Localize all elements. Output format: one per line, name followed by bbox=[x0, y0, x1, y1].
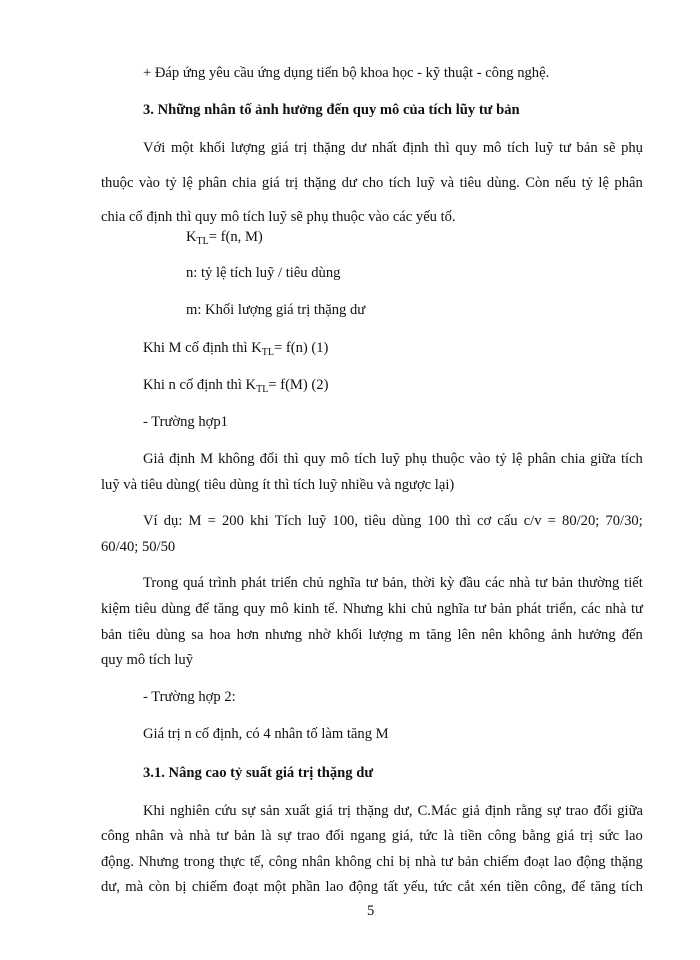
word: tế. bbox=[323, 601, 339, 617]
word: luỹ bbox=[307, 513, 327, 529]
word: nên bbox=[481, 627, 503, 643]
word: 100 bbox=[427, 513, 450, 529]
word: triển bbox=[271, 575, 298, 591]
word: Trong bbox=[143, 575, 179, 591]
word: chia bbox=[560, 451, 586, 467]
word: tỷ bbox=[495, 451, 507, 467]
word: ngang bbox=[350, 828, 386, 844]
word: thặng bbox=[610, 854, 643, 870]
word: 70/30; bbox=[605, 513, 643, 529]
word: khi bbox=[249, 513, 269, 529]
word: chiếm bbox=[483, 854, 520, 870]
word: chiếm bbox=[191, 879, 228, 895]
word: 200 bbox=[221, 513, 244, 529]
para3-line-4: quy mô tích luỹ bbox=[101, 652, 194, 668]
word: Nhưng bbox=[342, 601, 384, 617]
word: nếu bbox=[555, 175, 577, 191]
word: cứu bbox=[214, 803, 237, 819]
word: chia bbox=[232, 175, 257, 191]
word: yếu, bbox=[403, 879, 429, 895]
word: quy bbox=[303, 451, 326, 467]
word: bản, bbox=[382, 575, 408, 591]
word: m bbox=[408, 627, 421, 643]
word: phụ bbox=[404, 451, 427, 467]
word: lao bbox=[325, 879, 344, 895]
word: nhân bbox=[135, 828, 164, 844]
word: tích bbox=[620, 451, 643, 467]
word: không bbox=[335, 854, 372, 870]
word: lao bbox=[624, 828, 643, 844]
word: định bbox=[169, 451, 196, 467]
case-m-fixed-suffix: = f(n) (1) bbox=[274, 340, 329, 356]
word: bản bbox=[234, 828, 256, 844]
word: cắt bbox=[457, 879, 475, 895]
word: không bbox=[218, 451, 255, 467]
word: khối bbox=[336, 627, 363, 643]
word: phân bbox=[198, 175, 227, 191]
word: xén bbox=[479, 879, 502, 895]
word: giá bbox=[315, 803, 333, 819]
word: nhờ bbox=[308, 627, 331, 643]
word: sự bbox=[277, 828, 292, 844]
word: sự bbox=[241, 803, 256, 819]
word: quá bbox=[182, 575, 205, 591]
word: hưởng bbox=[578, 627, 616, 643]
para2-line-1 bbox=[143, 450, 643, 468]
word: giữa bbox=[617, 803, 643, 819]
word: vào bbox=[138, 175, 160, 191]
word: tăng bbox=[426, 627, 452, 643]
word: luỹ bbox=[416, 175, 435, 191]
case-2-label: - Trường hợp 2: bbox=[143, 689, 236, 705]
word: cho bbox=[362, 175, 384, 191]
word: các bbox=[485, 575, 505, 591]
word: = bbox=[207, 513, 216, 529]
para1-line-2 bbox=[101, 174, 643, 192]
word: thường bbox=[577, 575, 620, 591]
word: đổi bbox=[325, 828, 345, 844]
word: mà bbox=[125, 879, 144, 895]
word: nghĩa bbox=[436, 601, 470, 617]
word: dùng. bbox=[486, 175, 520, 191]
formula-k: K bbox=[186, 229, 197, 245]
word: hơn bbox=[236, 627, 259, 643]
formula-rhs: = f(n, M) bbox=[208, 229, 263, 245]
formula bbox=[186, 228, 263, 251]
word: khi bbox=[387, 601, 407, 617]
word: công bbox=[487, 828, 517, 844]
word: bản bbox=[457, 854, 479, 870]
word: bản bbox=[551, 575, 573, 591]
case-n-fixed bbox=[143, 376, 328, 399]
word: bản bbox=[101, 627, 123, 643]
para4-line-2 bbox=[101, 827, 643, 845]
word: đổi bbox=[593, 803, 613, 819]
word: Nhưng bbox=[138, 854, 179, 870]
word: tư bbox=[630, 601, 643, 617]
word: và bbox=[169, 828, 184, 844]
word: thì bbox=[455, 513, 471, 529]
case-2-text: Giá trị n cố định, có 4 nhân tố làm tăng M bbox=[143, 726, 389, 742]
word: tiền bbox=[506, 879, 529, 895]
word: thuộc bbox=[101, 175, 134, 191]
word: nhà bbox=[415, 854, 437, 870]
word: bản bbox=[490, 601, 512, 617]
word: lao bbox=[553, 854, 572, 870]
word: Giả bbox=[143, 451, 165, 467]
word: 100, bbox=[332, 513, 358, 529]
word: cấu bbox=[497, 513, 518, 529]
word: giữa bbox=[590, 451, 616, 467]
bullet-line: + Đáp ứng yêu cầu ứng dụng tiến bộ khoa học - kỹ thuật - công nghệ. bbox=[143, 65, 550, 81]
word: quy bbox=[455, 140, 478, 156]
para1-line-1 bbox=[143, 139, 643, 157]
word: tức bbox=[433, 879, 453, 895]
definition-n: n: tỷ lệ tích luỹ / tiêu dùng bbox=[186, 265, 341, 281]
word: đến bbox=[621, 627, 643, 643]
case-m-fixed-prefix: Khi M cố định thì K bbox=[143, 340, 262, 356]
word: sản bbox=[260, 803, 280, 819]
word: mô bbox=[330, 451, 350, 467]
word: dư, bbox=[101, 879, 120, 895]
word: công bbox=[268, 854, 298, 870]
word: lệ bbox=[598, 175, 609, 191]
word: = bbox=[547, 513, 556, 529]
word: tiêu bbox=[134, 601, 157, 617]
word: khối bbox=[199, 140, 226, 156]
word: tích bbox=[507, 140, 529, 156]
word: tư bbox=[440, 854, 453, 870]
word: đầu bbox=[459, 575, 481, 591]
word: tăng bbox=[590, 879, 616, 895]
word: trao bbox=[297, 828, 320, 844]
word: nhân bbox=[301, 854, 331, 870]
word: thặng bbox=[312, 140, 346, 156]
word: thì bbox=[434, 140, 450, 156]
word: thực bbox=[219, 854, 246, 870]
word: tư bbox=[473, 601, 486, 617]
word: mô bbox=[482, 140, 502, 156]
word: động bbox=[576, 854, 606, 870]
word: tư bbox=[216, 828, 229, 844]
word: trao bbox=[565, 803, 589, 819]
word: kiệm bbox=[101, 601, 131, 617]
word: dư bbox=[351, 140, 367, 156]
word: động bbox=[348, 879, 378, 895]
word: tỷ bbox=[165, 175, 177, 191]
word: sẽ bbox=[603, 140, 616, 156]
case-n-fixed-suffix: = f(M) (2) bbox=[268, 377, 329, 393]
word: nhưng bbox=[265, 627, 303, 643]
word: c/v bbox=[523, 513, 542, 529]
word: bằng bbox=[522, 828, 551, 844]
word: phụ bbox=[621, 140, 643, 156]
word: định bbox=[402, 140, 429, 156]
word: động. bbox=[101, 854, 134, 870]
para1-line-3: chia cố định thì quy mô tích luỹ sẽ phụ thuộc vào các yếu tố. bbox=[101, 209, 456, 225]
word: Với bbox=[143, 140, 166, 156]
word: thì bbox=[283, 451, 299, 467]
word: giá bbox=[261, 175, 280, 191]
word: triển, bbox=[546, 601, 577, 617]
word: tiền bbox=[460, 828, 482, 844]
case-m-fixed bbox=[143, 339, 328, 362]
word: phát bbox=[241, 575, 267, 591]
word: trình bbox=[208, 575, 237, 591]
word: Còn bbox=[525, 175, 550, 191]
word: đoạt bbox=[233, 879, 259, 895]
word: thời bbox=[411, 575, 436, 591]
word: tiêu bbox=[128, 627, 151, 643]
word: lệ bbox=[511, 451, 523, 467]
word: tiêu bbox=[459, 175, 482, 191]
word: tỷ bbox=[581, 175, 593, 191]
word: chủ bbox=[411, 601, 433, 617]
word: ảnh bbox=[550, 627, 573, 643]
para4-line-3 bbox=[101, 853, 643, 871]
word: nghiên bbox=[169, 803, 210, 819]
word: C.Mác bbox=[417, 803, 457, 819]
word: trị bbox=[294, 140, 308, 156]
word: dùng bbox=[156, 627, 186, 643]
para4-line-4 bbox=[101, 878, 643, 896]
word: tế, bbox=[249, 854, 264, 870]
word: nhà bbox=[189, 828, 211, 844]
word: là bbox=[261, 828, 272, 844]
example-line-2: 60/40; 50/50 bbox=[101, 539, 176, 555]
word: dùng bbox=[161, 601, 191, 617]
word: còn bbox=[148, 879, 170, 895]
word: dụ: bbox=[163, 513, 183, 529]
para3-line-3 bbox=[101, 626, 643, 644]
word: tiết bbox=[624, 575, 643, 591]
word: lên bbox=[457, 627, 476, 643]
case-n-fixed-prefix: Khi n cố định thì K bbox=[143, 377, 257, 393]
word: giá, bbox=[391, 828, 414, 844]
word: rằng bbox=[515, 803, 542, 819]
page-number: 5 bbox=[367, 903, 375, 919]
word: dùng bbox=[392, 513, 422, 529]
word: giá bbox=[556, 828, 575, 844]
word: quy bbox=[243, 601, 266, 617]
word: nhà bbox=[509, 575, 531, 591]
word: cơ bbox=[476, 513, 492, 529]
para4-line-1 bbox=[143, 802, 643, 820]
word: để bbox=[195, 601, 210, 617]
word: tất bbox=[383, 879, 399, 895]
word: lượng bbox=[230, 140, 266, 156]
word: lệ bbox=[182, 175, 193, 191]
word: trị bbox=[580, 828, 594, 844]
word: luỹ bbox=[381, 451, 400, 467]
word: một bbox=[170, 140, 194, 156]
word: bản bbox=[576, 140, 598, 156]
word: trị bbox=[285, 175, 299, 191]
word: các bbox=[581, 601, 601, 617]
word: dư bbox=[341, 175, 357, 191]
para3-line-1 bbox=[143, 574, 643, 592]
word: phát bbox=[516, 601, 542, 617]
word: trị bbox=[338, 803, 351, 819]
word: sa bbox=[191, 627, 204, 643]
word: tăng bbox=[213, 601, 239, 617]
definition-m: m: Khối lượng giá trị thặng dư bbox=[186, 302, 366, 318]
word: mô bbox=[270, 601, 289, 617]
word: hoa bbox=[209, 627, 231, 643]
word: Tích bbox=[274, 513, 302, 529]
word: thặng bbox=[356, 803, 389, 819]
word: thặng bbox=[303, 175, 337, 191]
word: tiêu bbox=[364, 513, 386, 529]
word: tức bbox=[419, 828, 438, 844]
word: phân bbox=[527, 451, 556, 467]
word: giá bbox=[270, 140, 289, 156]
word: tư bbox=[558, 140, 571, 156]
word: công, bbox=[533, 879, 566, 895]
word: là bbox=[443, 828, 455, 844]
word: M bbox=[200, 451, 214, 467]
word: và bbox=[440, 175, 455, 191]
word: một bbox=[263, 879, 287, 895]
word: nhất bbox=[371, 140, 397, 156]
word: M bbox=[188, 513, 202, 529]
word: tích bbox=[388, 175, 411, 191]
word: chỉ bbox=[376, 854, 395, 870]
case-m-fixed-subscript: TL bbox=[261, 347, 274, 358]
word: đổi bbox=[259, 451, 279, 467]
word: xuất bbox=[284, 803, 310, 819]
word: sự bbox=[547, 803, 561, 819]
word: công bbox=[101, 828, 130, 844]
formula-k-subscript: TL bbox=[196, 236, 209, 247]
word: dư, bbox=[393, 803, 413, 819]
word: tích bbox=[621, 879, 643, 895]
word: lượng bbox=[368, 627, 403, 643]
word: trong bbox=[183, 854, 215, 870]
word: sức bbox=[599, 828, 620, 844]
word: kỳ bbox=[439, 575, 455, 591]
word: đoạt bbox=[523, 854, 550, 870]
case-1-label: - Trường hợp1 bbox=[143, 414, 228, 430]
word: giả bbox=[462, 803, 480, 819]
word: Ví bbox=[143, 513, 158, 529]
para3-line-2 bbox=[101, 600, 643, 618]
word: chủ bbox=[302, 575, 324, 591]
word: kinh bbox=[293, 601, 320, 617]
word: phân bbox=[614, 175, 643, 191]
example-line-1 bbox=[143, 512, 643, 530]
subsection-heading: 3.1. Nâng cao tỷ suất giá trị thặng dư bbox=[143, 765, 374, 781]
word: phần bbox=[291, 879, 321, 895]
word: luỹ bbox=[534, 140, 554, 156]
word: thuộc bbox=[431, 451, 465, 467]
word: Khi bbox=[143, 803, 165, 819]
word: để bbox=[571, 879, 586, 895]
section-heading: 3. Những nhân tố ảnh hưởng đến quy mô của tích lũy tư bản bbox=[143, 102, 520, 118]
word: vào bbox=[469, 451, 491, 467]
word: 80/20; bbox=[562, 513, 600, 529]
word: bị bbox=[175, 879, 187, 895]
word: nhà bbox=[605, 601, 627, 617]
word: nghĩa bbox=[328, 575, 361, 591]
case-n-fixed-subscript: TL bbox=[256, 384, 269, 395]
word: bị bbox=[398, 854, 411, 870]
word: không bbox=[508, 627, 545, 643]
word: tư bbox=[535, 575, 548, 591]
word: tích bbox=[354, 451, 377, 467]
word: định bbox=[484, 803, 511, 819]
word: tư bbox=[365, 575, 378, 591]
para2-line-2: luỹ và tiêu dùng( tiêu dùng ít thì tích luỹ nhiều và ngược lại) bbox=[101, 477, 455, 493]
